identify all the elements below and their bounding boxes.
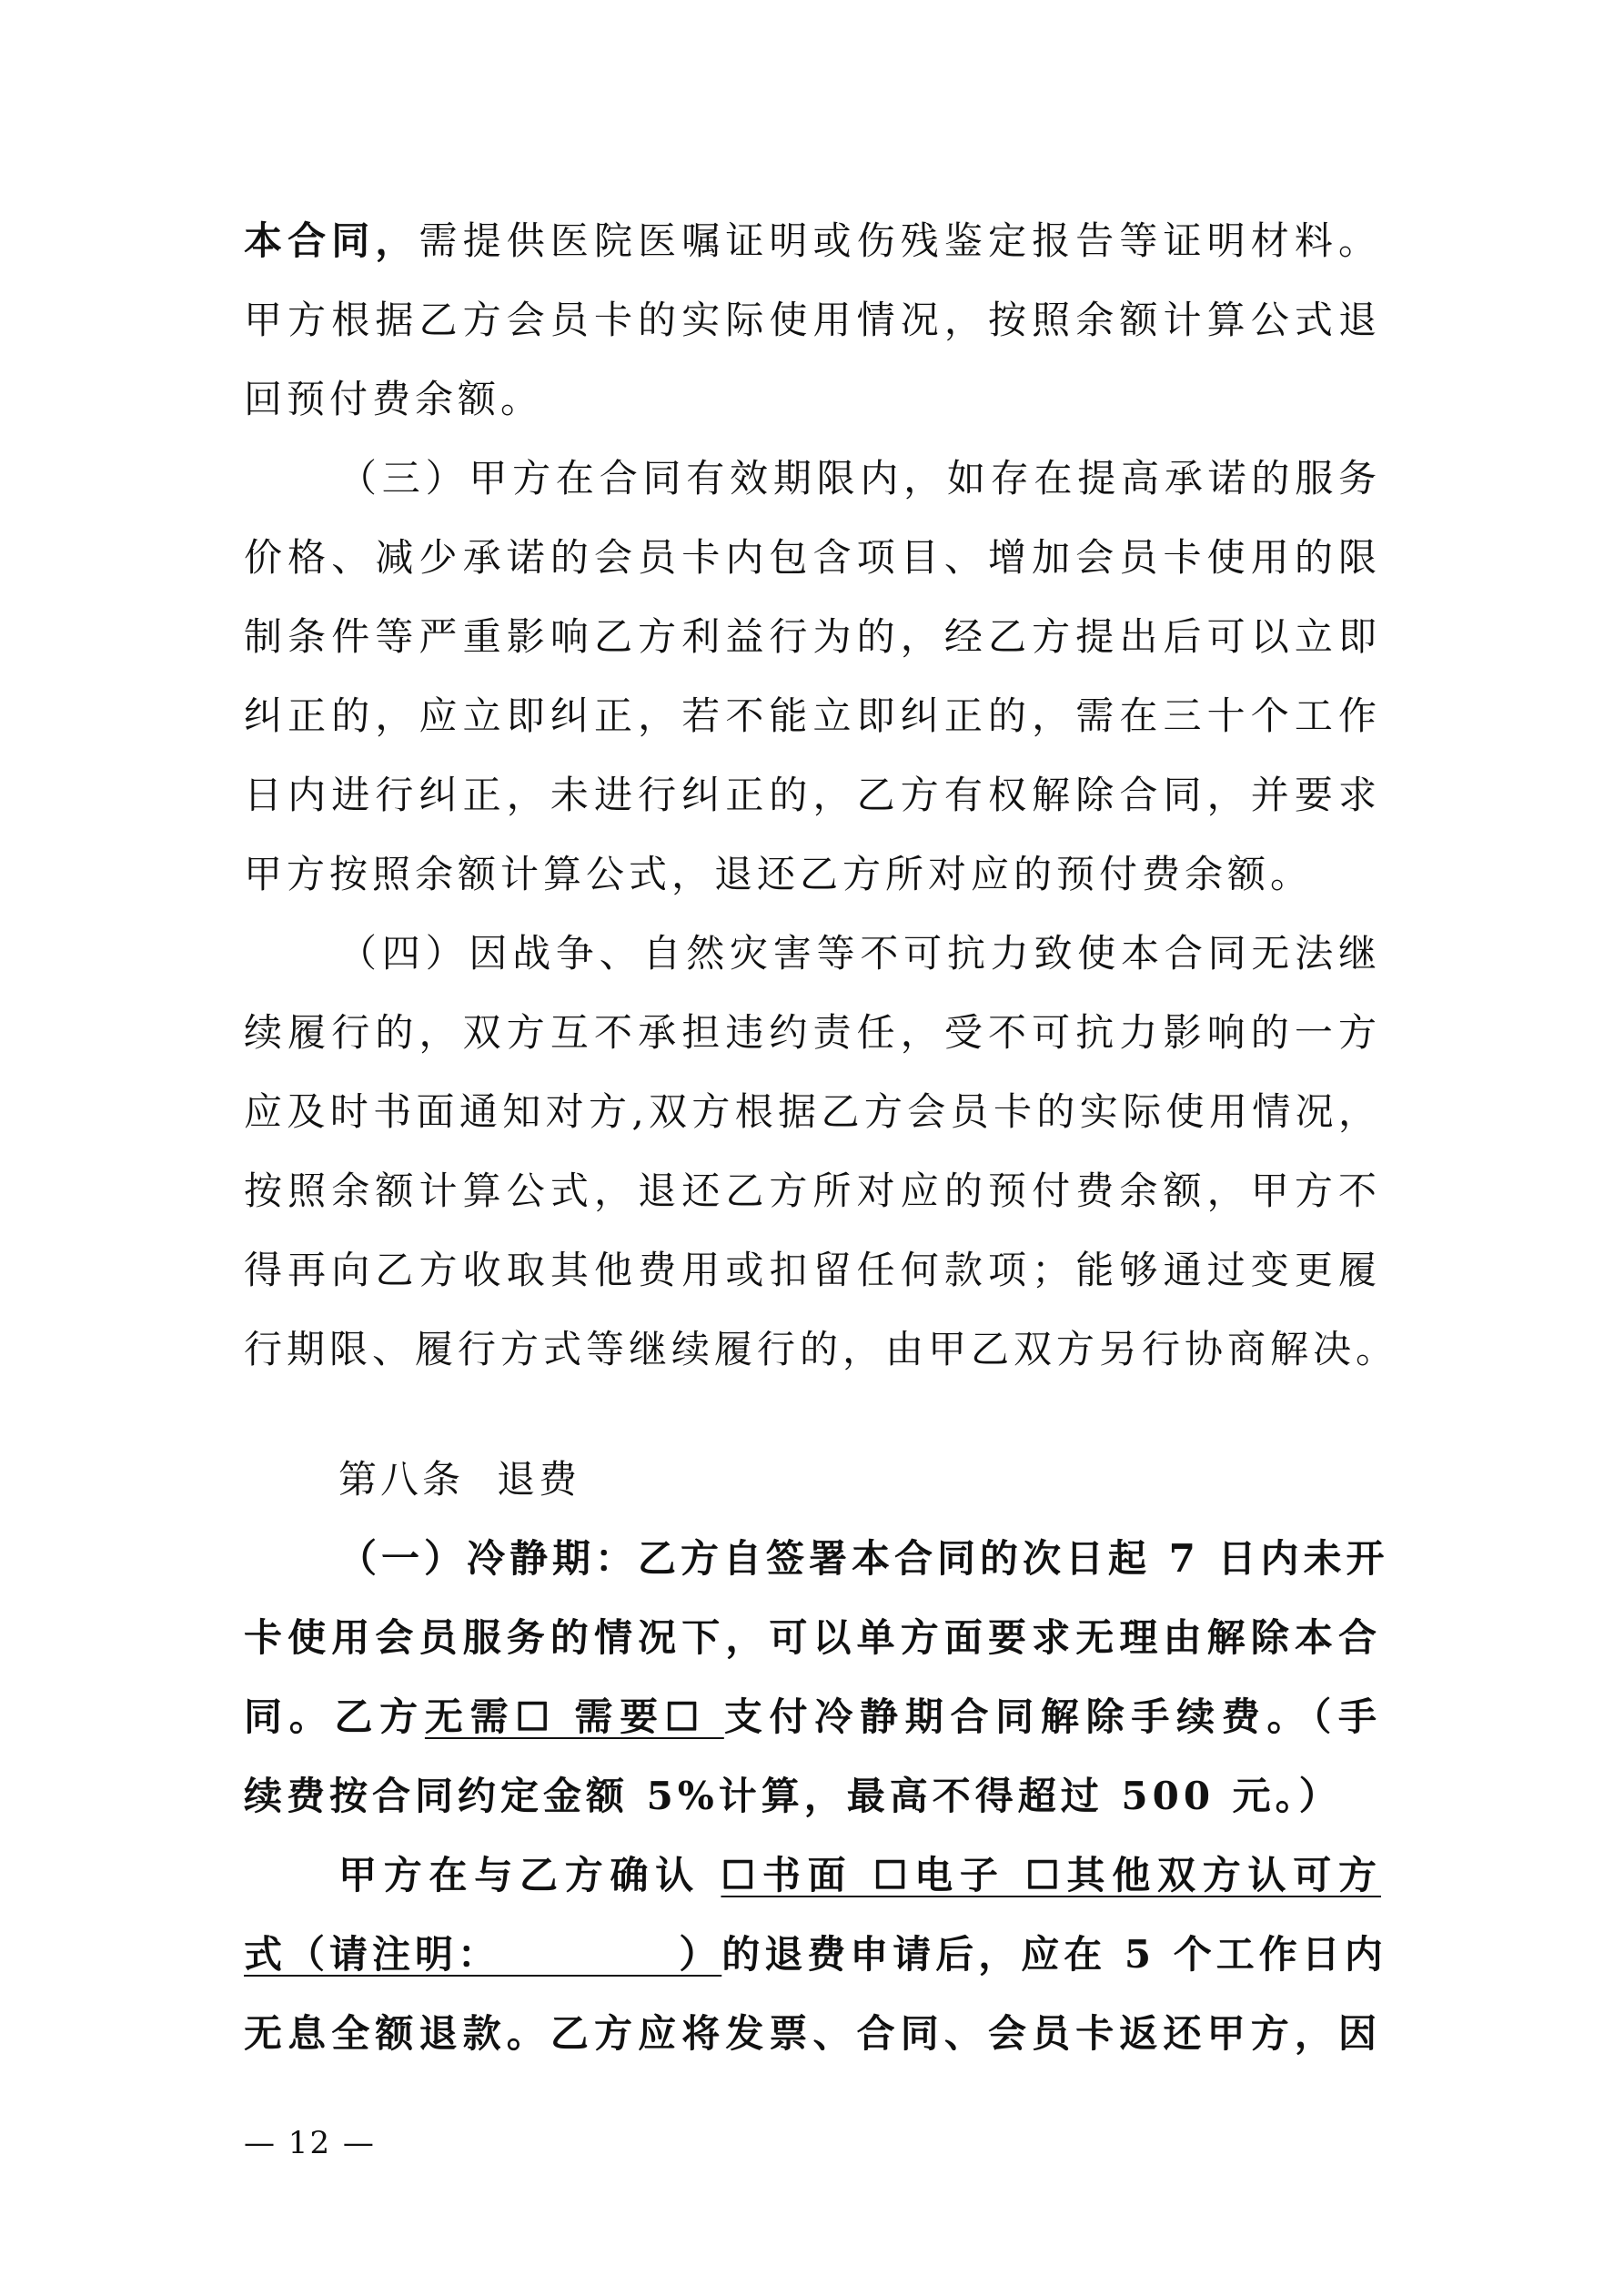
text-line: 纠正的，应立即纠正，若不能立即纠正的，需在三十个工作 (244, 693, 1381, 738)
text-line (244, 1690, 1381, 1745)
text-line: 应及时书面通知对方,双方根据乙方会员卡的实际使用情况， (244, 1089, 1381, 1134)
confirm-method-options[interactable]: ☐书面 ☐电子 ☐其他双方认可方 (721, 1853, 1381, 1897)
text-span: 同。乙方 (244, 1694, 425, 1739)
page-number: — 12 — (244, 2125, 376, 2161)
article-number: 第八条 (338, 1457, 465, 1502)
text-line: 回预付费余额。 (244, 377, 544, 421)
text-line: （四）因战争、自然灾害等不可抗力致使本合同无法继 (338, 931, 1381, 976)
text-line: 续费按合同约定金额 5%计算，最高不得超过 500 元。） (244, 1774, 1342, 1818)
text-line (338, 1848, 1381, 1903)
text-line: 得再向乙方收取其他费用或扣留任何款项；能够通过变更履 (244, 1248, 1381, 1292)
text-line: 卡使用会员服务的情况下，可以单方面要求无理由解除本合 (244, 1615, 1381, 1660)
text-line: 续履行的，双方互不承担违约责任，受不可抗力影响的一方 (244, 1010, 1381, 1055)
text-line (244, 214, 1381, 268)
text-line: 无息全额退款。乙方应将发票、合同、会员卡返还甲方，因 (244, 2011, 1381, 2056)
text-line (244, 1927, 1387, 1982)
text-line: 日内进行纠正，未进行纠正的，乙方有权解除合同，并要求 (244, 773, 1381, 817)
text-line: 价格、减少承诺的会员卡内包含项目、增加会员卡使用的限 (244, 535, 1381, 580)
other-method-note-field[interactable]: 式（请注明： ） (244, 1932, 722, 1977)
text-span: 甲方在与乙方确认 (338, 1853, 721, 1897)
fee-checkbox-options[interactable]: 无需☐ 需要☐ (424, 1694, 724, 1739)
text-span: 的退费申请后，应在 5 个工作日内 (721, 1932, 1387, 1977)
text-line: （三）甲方在合同有效期限内，如存在提高承诺的服务 (338, 456, 1381, 501)
article-heading (338, 1452, 580, 1507)
article-title: 退费 (497, 1457, 581, 1502)
text-line: （一）冷静期：乙方自签署本合同的次日起 7 日内未开 (338, 1536, 1389, 1581)
text-span: 支付冷静期合同解除手续费。（手 (723, 1694, 1381, 1739)
text-line: 按照余额计算公式，退还乙方所对应的预付费余额，甲方不 (244, 1168, 1381, 1213)
text-span: 需提供医院医嘱证明或伤残鉴定报告等证明材料。 (419, 218, 1381, 263)
text-line: 甲方根据乙方会员卡的实际使用情况，按照余额计算公式退 (244, 298, 1381, 342)
bold-text: 本合同， (244, 218, 419, 263)
text-line: 甲方按照余额计算公式，退还乙方所对应的预付费余额。 (244, 852, 1314, 896)
text-line: 行期限、履行方式等继续履行的，由甲乙双方另行协商解决。 (244, 1327, 1399, 1371)
text-line: 制条件等严重影响乙方利益行为的，经乙方提出后可以立即 (244, 614, 1381, 659)
